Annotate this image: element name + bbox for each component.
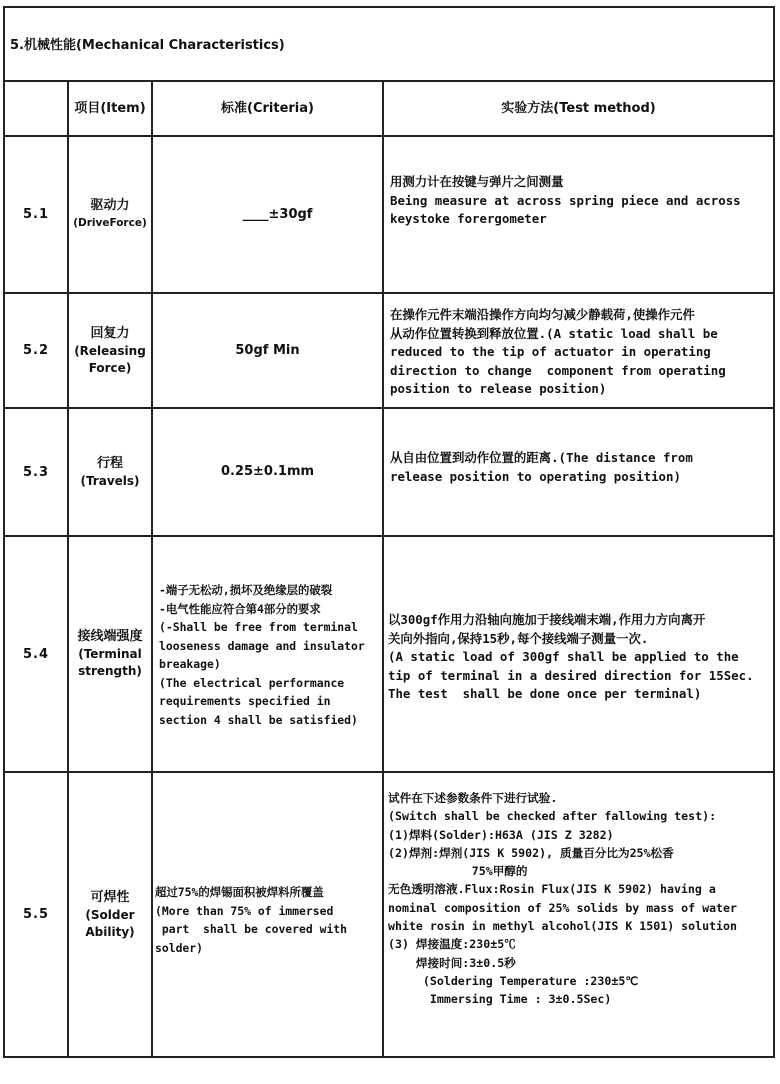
row-number: 5.5 <box>22 907 50 922</box>
item-name-en: (Terminal strength) <box>78 647 142 678</box>
criteria-line: (The electrical performance <box>159 675 345 690</box>
criteria-line: section 4 shall be satisfied) <box>159 712 358 727</box>
method-line: Immersing Time : 3±0.5Sec) <box>388 992 612 1007</box>
criteria-cell <box>153 294 382 407</box>
header-item: 项目(Item) <box>74 100 146 116</box>
method-line: Being measure at across spring piece and across <box>390 192 741 208</box>
table-border-bottom <box>3 1056 775 1058</box>
method-line: reduced to the tip of actuator in operating <box>390 344 711 359</box>
item-name-cn: 驱动力 <box>90 198 130 213</box>
method-line: tip of terminal in a desired direction for 15Sec. <box>388 667 754 683</box>
method-line: 试件在下述参数条件下进行试验. <box>388 791 558 805</box>
method-line: (3) 焊接温度:230±5℃ <box>388 937 516 952</box>
method-line: 关向外指向,保持15秒,每个接线端子测量一次. <box>388 630 649 646</box>
item-name-en: (Solder Ability) <box>85 907 135 939</box>
method-cell <box>384 773 773 1056</box>
method-line: 无色透明溶液.Flux:Rosin Flux(JIS K 5902) having a <box>388 882 716 897</box>
method-line: (Switch shall be checked after fallowing test): <box>388 809 717 824</box>
header-test-method: 实验方法(Test method) <box>501 100 656 116</box>
row-number: 5.2 <box>22 343 50 358</box>
method-line: (2)焊剂:焊剂(JIS K 5902), 质量百分比为25%松香 <box>388 845 674 860</box>
item-name-en: (DriveForce) <box>73 217 147 229</box>
criteria-text: 50gf Min <box>235 342 300 358</box>
criteria-cell <box>153 773 382 1056</box>
criteria-line: breakage) <box>159 657 221 671</box>
method-cell <box>384 137 773 292</box>
criteria-line: (More than 75% of immersed <box>155 903 334 918</box>
method-line: 75%甲醇的 <box>388 864 528 879</box>
item-cell <box>69 773 151 1056</box>
item-name-en: (Releasing Force) <box>74 343 146 375</box>
item-cell <box>69 137 151 292</box>
criteria-line: part shall be covered with <box>155 922 348 936</box>
item-cell <box>69 537 151 771</box>
criteria-line: solder) <box>155 940 204 955</box>
item-cell <box>69 294 151 407</box>
item-name-en: (Travels) <box>80 473 140 488</box>
method-line: (Soldering Temperature :230±5℃ <box>388 973 639 988</box>
table-border-top <box>3 6 775 8</box>
criteria-cell <box>153 409 382 535</box>
method-line: white rosin in methyl alcohol(JIS K 1501) solution <box>388 919 738 934</box>
method-line: (1)焊料(Solder):H63A (JIS Z 3282) <box>388 827 614 842</box>
row-number: 5.3 <box>22 464 50 480</box>
criteria-text: ____±30gf <box>242 206 313 222</box>
criteria-line: looseness damage and insulator <box>159 638 365 653</box>
criteria-line: requirements specified in <box>159 694 331 708</box>
method-line: 用测力计在按键与弹片之间测量 <box>390 174 564 189</box>
method-line: 以300gf作用力沿轴向施加于接线端末端,作用力方向离开 <box>388 612 706 627</box>
method-line: release position to operating position) <box>390 468 681 484</box>
method-cell <box>384 294 773 407</box>
item-cell <box>69 409 151 535</box>
table-border-right <box>773 6 775 1058</box>
method-line: direction to change component from operating <box>390 362 726 378</box>
method-cell <box>384 409 773 535</box>
method-line: 从自由位置到动作位置的距离.(The distance from <box>390 450 693 465</box>
criteria-cell <box>153 537 382 771</box>
item-name-cn: 可焊性 <box>90 889 130 905</box>
method-line: 从动作位置转换到释放位置.(A static load shall be <box>390 325 718 341</box>
criteria-text: 0.25±0.1mm <box>220 464 315 479</box>
method-line: 在操作元件末端沿操作方向均匀减少静载荷,使操作元件 <box>390 307 695 322</box>
method-line: 焊接时间:3±0.5秒 <box>388 955 516 970</box>
method-line: (A static load of 300gf shall be applied to the <box>388 649 739 664</box>
criteria-line: 超过75%的焊锡面积被焊料所覆盖 <box>155 885 324 899</box>
item-name-cn: 回复力 <box>90 325 130 341</box>
method-line: The test shall be done once per terminal) <box>388 686 702 701</box>
method-line: position to release position) <box>390 381 607 396</box>
criteria-cell <box>153 137 382 292</box>
item-name-cn: 接线端强度 <box>77 629 143 644</box>
method-line: nominal composition of 25% solids by mass of water <box>388 900 738 915</box>
row-number: 5.1 <box>22 207 50 222</box>
method-line: keystoke forergometer <box>390 211 547 226</box>
row-number: 5.4 <box>22 646 50 662</box>
criteria-line: (-Shall be free from terminal <box>159 620 358 634</box>
header-criteria: 标准(Criteria) <box>221 100 314 116</box>
item-name-cn: 行程 <box>96 455 123 471</box>
criteria-line: -端子无松动,损坏及绝缘层的破裂 <box>159 583 333 597</box>
section-title: 5.机械性能(Mechanical Characteristics) <box>10 38 285 53</box>
method-cell <box>384 537 773 771</box>
criteria-line: -电气性能应符合第4部分的要求 <box>159 601 321 616</box>
